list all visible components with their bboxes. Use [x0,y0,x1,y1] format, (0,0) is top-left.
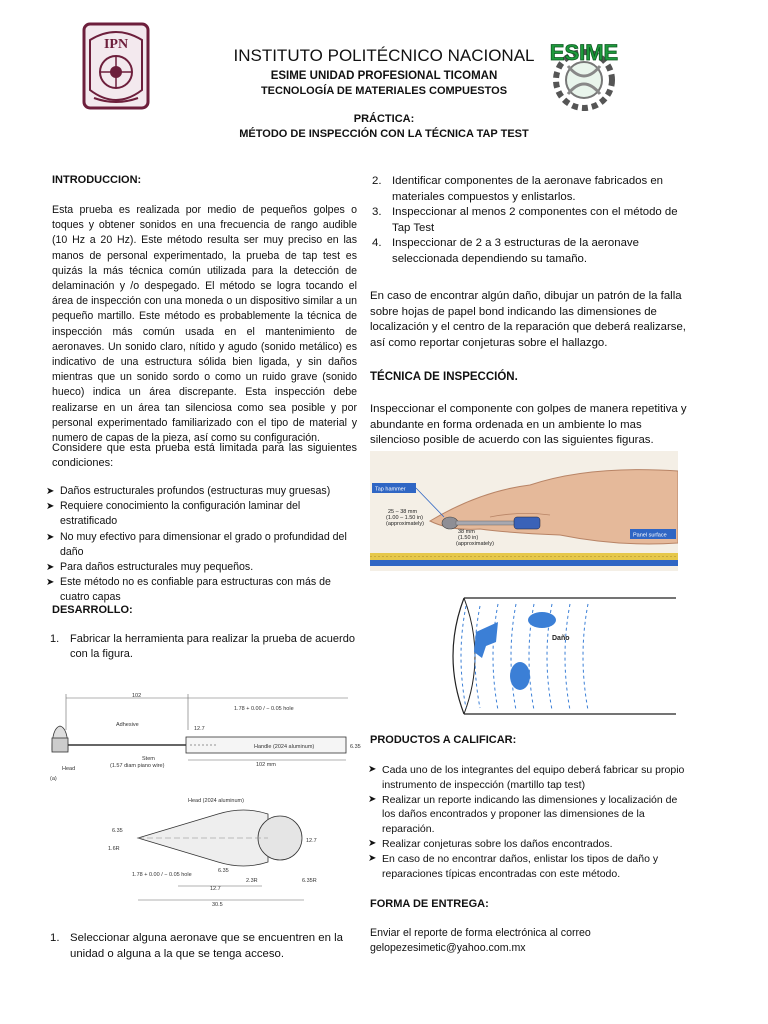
dim-12-7-c: 12.7 [210,886,221,892]
dim-left-2: (1.00 – 1.50 in) [386,515,423,521]
stem-label: Stem [142,756,155,762]
limit-item: ➤ Daños estructurales profundos (estructuras muy gruesas) [46,484,358,499]
dim-102: 102 [132,693,142,699]
dim-30-5: 30.5 [212,902,223,908]
stem-note: (1.57 diam piano wire) [110,763,165,769]
panel-surface-label: Panel surface [633,532,667,539]
practice-label: PRÁCTICA: [353,113,415,125]
step-text: Identificar componentes de la aeronave fabricados en materiales compuestos y enlistarlos. [392,175,664,203]
technique-heading: TÉCNICA DE INSPECCIÓN. [370,371,518,383]
dim-right: 38 mm [458,529,475,535]
product-item: ➤ Realizar conjeturas sobre los daños encontrados. [368,837,688,852]
dim-left: 25 – 38 mm [388,509,418,515]
desarrollo-step-last [48,930,360,962]
step-number: 4. [372,237,382,250]
dim-right-2: (1.50 in) [458,535,479,541]
intro-heading: INTRODUCCION: [52,174,142,186]
dim-2-3r: 2.3R [246,878,258,884]
esime-logo [538,36,630,114]
inspection-pattern-figure [436,592,686,720]
step-text: Fabricar la herramienta para realizar la prueba de acuerdo con la figura. [70,633,355,661]
dim-hole-1: 1.78 + 0.00 / − 0.05 hole [234,706,294,712]
tap-hammer-label: Tap hammer [375,486,406,493]
handle-label: Handle (2024 aluminum) [254,744,315,750]
dim-102-mm: 102 mm [256,762,276,768]
subject-title: TECNOLOGÍA DE MATERIALES COMPUESTOS [260,85,508,97]
adhesive-label: Adhesive [116,722,139,728]
limit-item: ➤ No muy efectivo para dimensionar el grado o profundidad del daño [46,530,358,560]
step-text: Inspeccionar al menos 2 componentes con el método de Tap Test [392,206,678,234]
dim-left-3: (approximately) [386,521,424,527]
dim-right-3: (approximately) [456,541,494,547]
products-list [368,763,688,881]
step-number: 1. [50,633,60,645]
delivery-heading: FORMA DE ENTREGA: [370,898,489,910]
dim-6-35-a: 6.35 [350,744,361,750]
unit-title: ESIME UNIDAD PROFESIONAL TICOMAN [270,70,498,82]
steps-list [370,174,690,268]
dim-hole-2: 1.78 + 0.00 / − 0.05 hole [132,872,192,878]
head-label: Head [62,766,76,772]
dim-6-35-b: 6.35 [112,828,123,834]
ipn-logo-text: IPN [103,37,129,52]
product-item: ➤ Realizar un reporte indicando las dimensiones y localización de los daños encontrados y proponer las dimensiones de la reparación. [368,793,688,837]
intro-paragraph: Esta prueba es realizada por medio de pequeños golpes o toques y obtener sonidos en una frecuencia de rango audible (10 Hz a 20 Hz). Este método resulta ser muy preciso en las manos de personal experimentado, la prueba de tap test es quizás la más técnica común utilizada para la detección de delaminación y /o despegado. El método se logra tocando el área de inspección con una moneda o un dispositivo similar a un pequeño martillo. Este método es probablemente la técnica de inspección más común usada en el mantenimiento de aeronaves. Un sonido claro, nítido y agudo (sonido metálico) es indicativo de una estructura sólida bien ligada, y sin daños mientras que un sonido sordo o como un ruido grave (sonido hueco) indica un área discrepante. Esta inspección debe realizarse en un área tan silenciosa como sea posible y por personal experimentado familiarizado con el tipo de material y numero de capas de la pieza, así como su configuración. [52,204,357,445]
step-number: 1. [50,932,60,944]
product-item: ➤ En caso de no encontrar daños, enlistar los tipos de daño y reparaciones típicas encontradas con este método. [368,852,688,882]
limit-item: ➤ Este método no es confiable para estructuras con más de cuatro capas [46,575,358,605]
desarrollo-heading: DESARROLLO: [52,604,133,616]
dim-1-6r: 1.6R [108,846,120,852]
limits-intro: Considere que esta prueba está limitada para las siguientes condiciones: [52,442,357,470]
delivery-email[interactable]: gelopezesimetic@yahoo.com.mx [370,942,526,954]
damage-label: Daño [552,635,570,642]
step-number: 3. [372,206,382,219]
step-number: 2. [372,175,382,187]
tap-test-illustration [370,451,678,571]
hammer-drawing [48,690,364,910]
practice-title: MÉTODO DE INSPECCIÓN CON LA TÉCNICA TAP TEST [239,128,529,140]
limit-item: ➤ Para daños estructurales muy pequeños. [46,560,358,575]
esime-logo-text: ESIME [549,40,619,65]
limits-list [46,484,358,606]
damage-paragraph: En caso de encontrar algún daño, dibujar un patrón de la falla sobre hojas de papel bond indicando las dimensiones de localización y el centro de la reparación que deberá realizarse, así como reportar conjeturas sobre el hallazgo. [370,290,686,349]
dim-6-35r: 6.35R [302,878,317,884]
technique-paragraph: Inspeccionar el componente con golpes de manera repetitiva y abundante en forma ordenada en un ambiente lo mas silencioso posible de acuerdo con las siguientes figuras. [370,403,687,447]
head-alum-label: Head (2024 aluminum) [188,798,244,804]
dim-12-7-b: 12.7 [306,838,317,844]
institute-title: INSTITUTO POLITÉCNICO NACIONAL [233,46,535,65]
product-item: ➤ Cada uno de los integrantes del equipo deberá fabricar su propio instrumento de inspección (martillo tap test) [368,763,688,793]
step-text: Inspeccionar de 2 a 3 estructuras de la aeronave seleccionada dependiendo su tamaño. [392,237,639,265]
step-text: Seleccionar alguna aeronave que se encuentren en la unidad o alguna a la que se tenga acceso. [70,932,343,960]
fig-a-label: (a) [50,776,57,782]
dim-6-35-c: 6.35 [218,868,229,874]
products-heading: PRODUCTOS A CALIFICAR: [370,734,517,746]
limit-item: ➤ Requiere conocimiento la configuración laminar del estratificado [46,499,358,529]
ipn-logo [80,20,152,112]
delivery-line: Enviar el reporte de forma electrónica al correo [370,927,591,939]
desarrollo-step-1 [48,632,360,662]
dim-12-7-a: 12.7 [194,726,205,732]
